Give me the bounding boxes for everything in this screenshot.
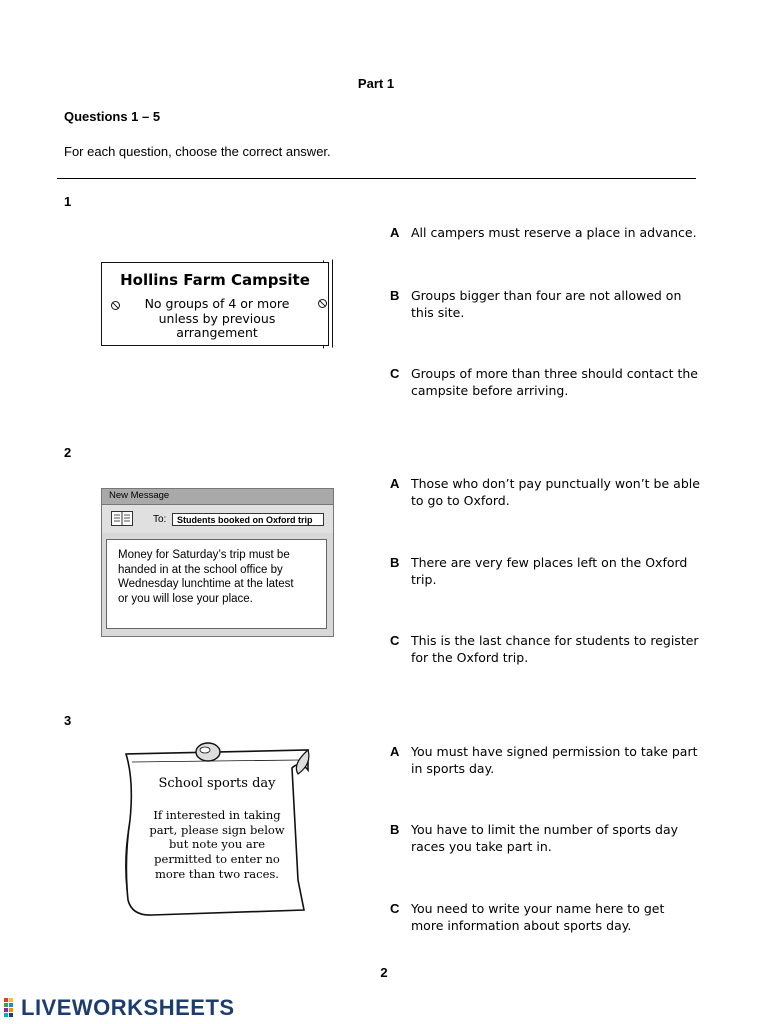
sports-day-notice — [112, 740, 322, 918]
notice-line: permitted to enter no — [154, 852, 280, 867]
option-letter: A — [390, 476, 400, 491]
notice-title: School sports day — [158, 776, 276, 791]
notice-line: more than two races. — [155, 866, 279, 881]
to-label: To: — [153, 514, 167, 525]
screw-icon — [318, 299, 327, 308]
option-letter: A — [390, 225, 400, 240]
q3-option-c[interactable] — [390, 901, 700, 934]
message-title-bar — [102, 489, 333, 505]
question-1-number: 1 — [64, 194, 72, 209]
option-text: There are very few places left on the Oxford trip. — [411, 555, 688, 587]
sign-line: unless by previous — [158, 310, 276, 326]
notice-line: If interested in taking — [153, 808, 281, 822]
liveworksheets-icon — [4, 998, 18, 1018]
sign-face — [101, 262, 329, 346]
option-text: You must have signed permission to take part in sports day. — [411, 744, 698, 776]
message-line: or you will lose your place. — [118, 592, 253, 605]
option-text: You need to write your name here to get more information about sports day. — [411, 901, 665, 933]
option-text: Those who don’t pay punctually won’t be able to go to Oxford. — [411, 476, 700, 508]
q2-option-b[interactable] — [390, 555, 700, 588]
instruction-text: For each question, choose the correct answer. — [64, 144, 331, 159]
option-letter: B — [390, 822, 400, 837]
option-text: You have to limit the number of sports day races you take part in. — [411, 822, 679, 854]
message-body — [118, 548, 323, 606]
message-to-area — [102, 505, 333, 533]
liveworksheets-logo[interactable] — [4, 996, 235, 1020]
sign-line: arrangement — [176, 325, 258, 340]
option-letter: C — [390, 366, 400, 381]
q2-option-a[interactable] — [390, 476, 700, 509]
q1-option-c[interactable] — [390, 366, 700, 399]
message-window — [101, 488, 334, 637]
notice-body — [142, 808, 292, 882]
notice-line: but note you are — [168, 837, 266, 852]
option-letter: C — [390, 633, 400, 648]
option-text: Groups of more than three should contact the campsite before arriving. — [411, 366, 698, 398]
option-text: Groups bigger than four are not allowed on this site. — [411, 288, 682, 320]
option-letter: B — [390, 555, 400, 570]
option-letter: A — [390, 744, 400, 759]
campsite-sign — [101, 260, 333, 346]
liveworksheets-brand: LIVEWORKSHEETS — [21, 995, 235, 1020]
message-line: Wednesday lunchtime at the latest — [118, 578, 294, 590]
message-line: Money for Saturday’s trip must be — [118, 549, 290, 561]
option-text: This is the last chance for students to register for the Oxford trip. — [411, 633, 699, 665]
option-text: All campers must reserve a place in advance. — [411, 225, 697, 240]
message-window-title: New Message — [109, 490, 170, 501]
q1-option-a[interactable] — [390, 225, 700, 242]
question-2-number: 2 — [64, 445, 72, 460]
address-book-icon — [111, 511, 133, 526]
message-body-box — [106, 539, 327, 629]
message-line: handed in at the school office by — [118, 563, 283, 576]
q2-option-c[interactable] — [390, 633, 700, 666]
question-3-number: 3 — [64, 713, 72, 728]
option-letter: C — [390, 901, 400, 916]
sign-title: Hollins Farm Campsite — [120, 271, 310, 289]
divider-line — [57, 178, 696, 179]
part-title: Part 1 — [357, 76, 395, 91]
sign-body — [132, 297, 302, 341]
q1-option-b[interactable] — [390, 288, 700, 321]
to-field: Students booked on Oxford trip — [172, 513, 324, 526]
page-number: 2 — [380, 965, 388, 980]
q3-option-b[interactable] — [390, 822, 700, 855]
option-letter: B — [390, 288, 400, 303]
questions-heading: Questions 1 – 5 — [64, 109, 161, 124]
screw-icon — [111, 301, 120, 310]
sign-line: No groups of 4 or more — [144, 296, 290, 311]
q3-option-a[interactable] — [390, 744, 700, 777]
notice-line: part, please sign below — [149, 822, 285, 837]
